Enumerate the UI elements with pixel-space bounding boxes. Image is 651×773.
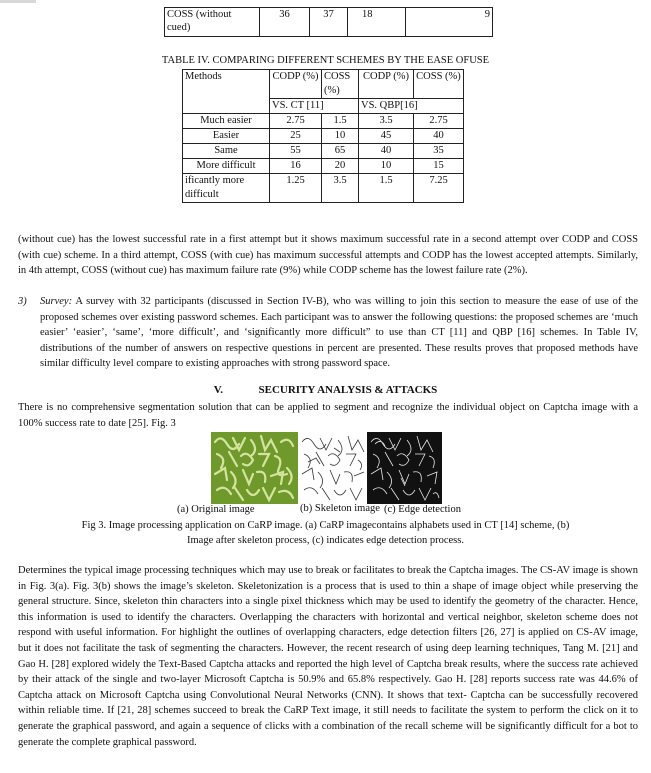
row-label: Easier [183,129,270,144]
paragraph-analysis [18,563,638,750]
figure-caption: Fig 3. Image processing application on CaRP image. (a) CaRP imagecontains alphabets used in CT [14] scheme, (b) Image after skeleton process, (c) indicates edge detection process. [81,520,570,546]
figure-label-b: (b) Skeleton image [300,503,380,514]
figure-label-c: (c) Edge detection [384,504,461,515]
table-cell: 65 [322,144,359,159]
table-cell: 55 [270,144,322,159]
table-cell: 20 [322,159,359,174]
figure-original-image [211,432,298,504]
header-coss1: COSS (%) [322,70,359,99]
section-heading [0,384,651,396]
table-cell: 1.5 [359,174,414,203]
figure-edge-image [367,432,442,504]
figure-skeleton-image [298,432,367,504]
table-cell: 2.75 [414,114,464,129]
header-codp2: CODP (%) [359,70,414,99]
item-number: 3) [18,296,27,307]
table-cell: 36 [260,8,310,37]
table-cell: 37 [310,8,348,37]
header-vs-qbp: VS. QBP[16] [359,99,464,114]
table-row [183,144,464,159]
table-cell: 35 [414,144,464,159]
table-cell: 3.5 [322,174,359,203]
header-methods: Methods [183,70,270,114]
paragraph-intro [18,400,638,431]
table-cell: 7.25 [414,174,464,203]
table-cell: COSS (without cued) [165,8,260,37]
table-row [183,159,464,174]
table-cell: 1.5 [322,114,359,129]
paragraph-text: There is no comprehensive segmentation solution that can be applied to segment and recognize the individual object on Captcha image with a 100% success rate to date [25]. Fig. 3 [18,402,638,429]
table-cell: 15 [414,159,464,174]
row-label: Same [183,144,270,159]
header-codp1: CODP (%) [270,70,322,99]
item-title: Survey: [40,296,73,307]
table-cell: 16 [270,159,322,174]
table-cell: 18 [348,8,406,37]
section-number: V. [213,384,223,396]
header-vs-ct: VS. CT [11] [270,99,359,114]
table-cell: 9 [406,8,493,37]
table-cell: 3.5 [359,114,414,129]
table-cell: 40 [414,129,464,144]
table-cell: 40 [359,144,414,159]
table-row [165,8,493,37]
table-cell: 10 [322,129,359,144]
paragraph-continuation [18,232,638,279]
table-cell: 10 [359,159,414,174]
section-title: SECURITY ANALYSIS & ATTACKS [258,384,438,396]
table3-tail [164,7,493,37]
table-header-row [183,70,464,99]
table4-caption: TABLE IV. COMPARING DIFFERENT SCHEMES BY THE EASE OFUSE [161,55,490,66]
survey-item [18,294,639,372]
table4 [182,69,464,203]
row-label: ificantly more difficult [183,174,270,203]
header-coss2: COSS (%) [414,70,464,99]
row-label: More difficult [183,159,270,174]
table-row [183,114,464,129]
figure-label-a: (a) Original image [177,504,255,515]
table-row [183,174,464,203]
table-row [183,129,464,144]
item-text: A survey with 32 participants (discussed in Section IV-B), who was willing to join this section to measure the ease of use of the proposed schemes over existing password schemes. Each participant was to answer the following questions: the proposed schemes are ‘much easier’ ‘easier’, ‘same’, ‘more difficult’, and ‘significantly more difficult” to use than CT [11] and QBP [16] schemes. In Table IV, distributions of the number of answers on respective questions in percent are presented. These results proves that proposed methods have similar difficulty level compare to existing approaches with strong password space. [40,296,639,370]
table-cell: 2.75 [270,114,322,129]
scan-artifact [0,0,36,3]
paragraph-text: (without cue) has the lowest successful rate in a first attempt but it shows maximum successful rate in a second attempt over CODP and COSS (with cue) scheme. In a third attempt, COSS (with cue) has maximum successful attempts and CODP has the lowest accepted attempts. Similarly, in 4th attempt, COSS (without cue) has maximum failure rate (9%) while CODP scheme has the lowest failure rate (2%). [18,234,638,277]
table-cell: 45 [359,129,414,144]
table-cell: 25 [270,129,322,144]
table-cell: 1.25 [270,174,322,203]
paragraph-text: Determines the typical image processing techniques which may use to break or facilitates to break the Captcha images. The CS-AV image is shown in Fig. 3(a). Fig. 3(b) shows the image’s skeleton. Skeletonization is a process that is used to thin a shape of image object while preserving the general structure. Since, skeleton thin characters into a single pixel thickness which may be used to identify the geometry of the character. Hence, this information is used to identify the characters. Overlapping the characters with horizontal and vertical neighbor, skeleton scheme does not respond with useful information. For highlight the outlines of overlapping characters, edge detection filters [26, 27] is applied on CS-AV image, but it does not facilitate the task of segmenting the characters. However, the recent research of using deep learning techniques, Tang M. [21] and Gao H. [28] explored widely the Text-Based Captcha attacks and reported the high level of Captcha break results, where the success rate achieved by their attack of the single and two-layer Microsoft Captcha is 50.9% and 65.8% respectively. Gao H. [28] reports success rate was 44.6% of Captcha attack on Microsoft Captcha using Convolutional Neural Networks (CNN). It shows that text- Captcha can be successfully recovered within reliable time. If [21, 28] schemes succeed to break the CaRP Text image, it still needs to facilitate the system to perform the click on it to generate the graphical password, and again a sequence of clicks with a combination of the recall scheme will be significantly difficult for a bot to generate the complete graphical password. [18,565,638,748]
row-label: Much easier [183,114,270,129]
